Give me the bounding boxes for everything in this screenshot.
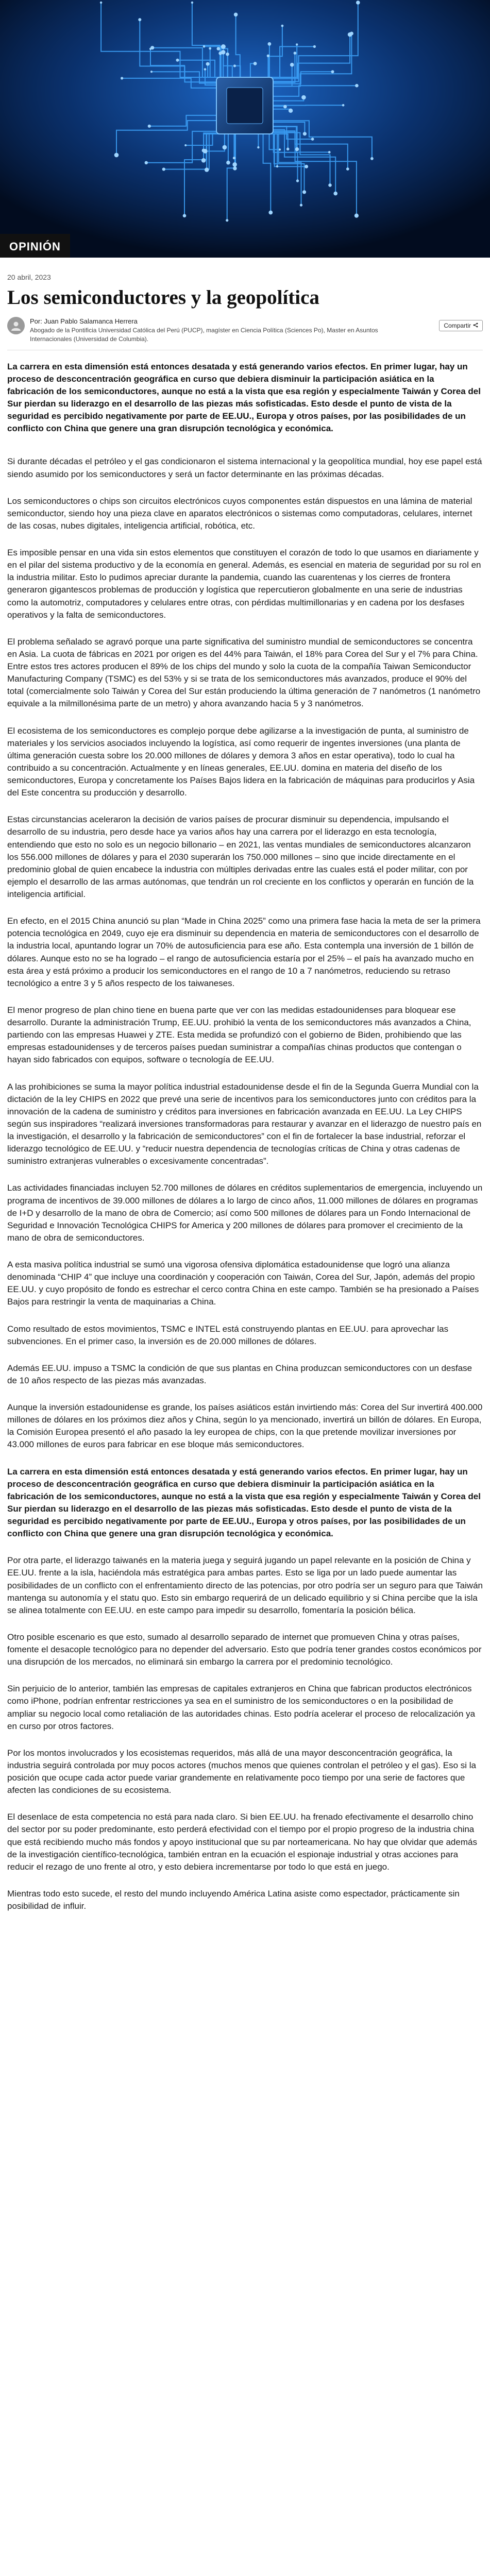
article-paragraph: Es imposible pensar en una vida sin estos elementos que constituyen el corazón de todo lo que usamos en diariamente y en el pilar del sistema productivo y de la economía en general. Además, es esencial en materia de seguridad por su rol en la industria militar. Esto lo pudimos apreciar durante la pandemia, cuando las cuarentenas y los cierres de frontera generaron gigantescos problemas de producción y logística que repercutieron globalmente en una serie de industrias como la automotriz, computadores y celulares entre otras, con pérdidas multimillonarias y en cadena por los desfases operativos y la falta de semiconductores. [7,548,481,620]
article-paragraph: A esta masiva política industrial se sumó una vigorosa ofensiva diplomática estadounidense que logró una alianza denominada “CHIP 4” que incluye una coordinación y cooperación con Taiwán, Corea del Sur, Japón, además del propio EE.UU. y cuyo propósito de fondo es estrechar el cerco contra China en este campo. También se ha presionado a Países Bajos para restringir la venta de maquinarias a China. [7,1260,479,1307]
share-icon [473,322,478,329]
user-icon [7,317,25,334]
article-paragraph: Aunque la inversión estadounidense es grande, los países asiáticos están invirtiendo más: Corea del Sur invertirá 400.000 millones de dólares en los próximos diez años y China, según lo ya mencionado, invertirá un billón de dólares. En Europa, la Comisión Europea presentó el año pasado la ley europea de chips, con la que pretende movilizar inversiones por 43.000 millones de euros para fabricar en ese bloque más semiconductores. [7,1402,483,1450]
article-paragraph: Como resultado de estos movimientos, TSMC e INTEL está construyendo plantas en EE.UU. para aprovechar las subvenciones. En el primer caso, la inversión es de 20.000 millones de dólares. [7,1324,449,1346]
article-paragraph: A las prohibiciones se suma la mayor política industrial estadounidense desde el fin de la Segunda Guerra Mundial con la dictación de la ley CHIPS en 2022 que prevé una serie de incentivos para los semiconductores junto con créditos para la innovación de la cadena de suministro y créditos para inversiones en fabricación avanzada en EE.UU. La Ley CHIPS según sus inspiradores “realizará inversiones transformadoras para restaurar y avanzar en el liderazgo de nuestro país en la investigación, el desarrollo y la fabricación de semiconductores” con el fin de fortalecer la base industrial, reforzar el liderazgo tecnológico de EE.UU. y “reducir nuestra dependencia de tecnologías críticas de China y otras cadenas de suministro extranjeras vulnerables o excesivamente concentradas”. [7,1081,482,1166]
article-paragraph: Además EE.UU. impuso a TSMC la condición de que sus plantas en China produzcan semiconductores con un desfase de 10 años respecto de las piezas más avanzadas. [7,1363,472,1385]
article-paragraph: El desenlace de esta competencia no está para nada claro. Si bien EE.UU. ha frenado efectivamente el desarrollo chino del sector por su poder predominante, esto perderá efectividad con el tiempo por el propio progreso de la industria china que está recibiendo mucho más fondos y apoyo institucional que su par norteamericana. No hay que olvidar que además de la investigación científico-tecnológica, también entran en la ecuación el espionaje industrial y otras acciones para reducir el rezago de uno frente al otro, y esto debiera incrementarse por todo lo que está en juego. [7,1812,477,1872]
article-paragraph: Si durante décadas el petróleo y el gas condicionaron el sistema internacional y la geopolítica mundial, hoy ese papel está siendo asumido por los semiconductores y será un factor determinante en las próximas décadas. [7,456,482,479]
article-paragraph: Por los montos involucrados y los ecosistemas requeridos, más allá de una mayor desconcentración geográfica, la industria seguirá controlada por muy pocos actores (muchos menos que quienes controlan el petróleo y el gas). Eso si la posición que ocupe cada actor puede variar grandemente en relativamente poco tiempo por una serie de factores que afecten las condiciones de su ecosistema. [7,1748,476,1795]
article-paragraph: La carrera en esta dimensión está entonces desatada y está generando varios efectos. En primer lugar, hay un proceso de desconcentración geográfica en curso que debiera disminuir la participación asiática en la fabricación de los semiconductores, aunque no está a la vista que esa región y especialmente Taiwán y Corea del Sur pierdan su liderazgo en el desarrollo de las piezas más sofisticadas. Esto desde el punto de vista de la seguridad es percibido negativamente por parte de EE.UU., Europa y otros países, por las posibilidades de un conflicto con China que genere una gran disrupción tecnológica y económica. [7,1466,481,1539]
article-paragraph: Otro posible escenario es que esto, sumado al desarrollo separado de internet que promueven China y otras países, fomente el desacople tecnológico para no depender del adversario. Esto que podría tener grandes costos económicos por una disrupción de los mercados, no eliminará sin embargo la carrera por el predominio tecnológico. [7,1632,482,1667]
article-paragraph: El problema señalado se agravó porque una parte significativa del suministro mundial de semiconductores se concentra en Asia. La cuota de fábricas en 2021 por origen es del 44% para Taiwán, el 18% para Corea del Sur y el 7% para China. Entre estos tres actores producen el 89% de los chips del mundo y solo la cuota de la compañía Taiwan Semiconductor Manufacturing Company (TSMC) es del 53% y si se trata de los semiconductores más avanzados, produce el 90% del total (comercialmente solo Taiwán y Corea del Sur están produciendo la última generación de 7 nanómetros (1 nanómetro equivale a la milmillonésima parte de un metro) y ahora avanzando hacia 5 y 3 nanómetros. [7,636,481,709]
author-name: Por: Juan Pablo Salamanca Herrera [30,317,138,325]
article-paragraph: El ecosistema de los semiconductores es complejo porque debe agilizarse a la investigación de punta, al suministro de materiales y los servicios asociados incluyendo la logística, así como requerir de ingentes inversiones (una planta de última generación cuesta sobre los 20.000 millones de dólares y demora 3 años en estar operativa), todo lo cual ha contribuido a su concentración. Actualmente y en líneas generales, EE.UU. domina en materia del diseño de los semiconductores, Europa y concretamente los Países Bajos lidera en la fabricación de máquinas para producirlos y Asia del Este concentra su producción y desarrollo. [7,725,475,798]
article [0,258,490,1947]
section-badge: OPINIÓN [0,234,70,258]
author-bio: Abogado de la Pontificia Universidad Católica del Perú (PUCP), magíster en Ciencia Política (Sciences Po), Master en Asuntos Internacionales (Universidad de Columbia). [30,327,378,343]
article-paragraph: Sin perjuicio de lo anterior, también las empresas de capitales extranjeros en China que fabrican productos electrónicos como iPhone, podrían enfrentar restricciones ya sea en el suministro de los semiconductores o en la posibilidad de ampliar su negocio local como retaliación de las autoridades chinas. Esto podría acelerar el proceso de relocalización ya en curso por otros factores. [7,1684,476,1731]
article-paragraph: En efecto, en el 2015 China anunció su plan “Made in China 2025” como una primera fase hacia la meta de ser la primera potencia tecnológica en 2049, cuyo eje era disminuir su dependencia en materia de semiconductores con el desarrollo de la industria local, apuntando lograr un 70% de autosuficiencia para ese año. Esta contempla una inversión de 1 billón de dólares. Aunque esto no se ha logrado – el rango de autosuficiencia estaría por el 25% – el país ha avanzado mucho en esta área y está próximo a producir los semiconductores en el rango de 10 a 7 nanómetros, reduciendo su retraso tecnológico a entre 3 y 5 años respecto de los taiwaneses. [7,916,481,988]
article-paragraph: El menor progreso de plan chino tiene en buena parte que ver con las medidas estadounidenses para bloquear ese desarrollo. Durante la administración Trump, EE.UU. prohibió la venta de los semiconductores más avanzados a China, partiendo con las empresas Huawei y ZTE. Esta medida se profundizó con el gobierno de Biden, prohibiendo que las empresas estadounidenses y de terceros países puedan suministrar a compañías chinas productos que contengan o hayan sido fabricados con equipos, software o tecnología de EE.UU. [7,1005,471,1065]
article-paragraph: Las actividades financiadas incluyen 52.700 millones de dólares en créditos suplementarios de emergencia, incluyendo un programa de incentivos de 39.000 millones de dólares a lo largo de cinco años, 11.000 millones de dólares en programas de I+D y desarrollo de la mano de obra de Comercio; así como 500 millones de dólares para un Fondo Internacional de Seguridad e Innovación Tecnológica CHIPS for America y 200 millones de dólares para promover el crecimiento de la mano de obra de semiconductores. [7,1183,483,1243]
article-paragraph: Mientras todo esto sucede, el resto del mundo incluyendo América Latina asiste como espectador, prácticamente sin posibilidad de influir. [7,1888,460,1911]
article-lead: La carrera en esta dimensión está entonces desatada y está generando varios efectos. En primer lugar, hay un proceso de desconcentración geográfica en curso que debiera disminuir la participación asiática en la fabricación de los semiconductores, aunque no está a la vista que esa región y especialmente Taiwán y Corea del Sur pierdan su liderazgo en el desarrollo de las piezas más sofisticadas. Esto desde el punto de vista de la seguridad es percibido negativamente por parte de EE.UU., Europa y otros países, por las posibilidades de un conflicto con China que genere una gran disrupción tecnológica y económica. [7,361,481,434]
article-body [7,455,483,1912]
circuit-board-image [0,0,490,258]
byline [7,317,483,350]
hero-image [0,0,490,258]
share-button[interactable] [439,320,483,331]
article-paragraph: Estas circunstancias aceleraron la decisión de varios países de procurar disminuir su dependencia, impulsando el desarrollo de su industria, pero desde hace ya varios años hay una carrera por el liderazgo en esta tecnología, entendiendo que esto no solo es un negocio billonario – en 2021, las ventas mundiales de semiconductores alcanzaron los 556.000 millones de dólares y para el 2030 superarán los 750.000 millones – sino que incide directamente en el predominio global de quien encabece la industria con múltiples derivadas entre las cuales está el poder militar, con por ejemplo el desarrollo de las armas autónomas, que tendrán un rol creciente en los conflictos y operarán en función de la inteligencia artificial. [7,815,474,899]
share-label: Compartir [444,321,471,329]
article-paragraph: Por otra parte, el liderazgo taiwanés en la materia juega y seguirá jugando un papel relevante en la posición de China y EE.UU. frente a la isla, haciéndola más estratégica para ambas partes. Esto se liga por un lado puede aumentar las posibilidades de un conflicto con el enfrentamiento directo de las potencias, por otro podría ser un seguro para que Taiwán mantenga su autonomía y el statu quo. Esto sin embargo requerirá de un delicado equilibrio y si China percibe que la isla se alinea totalmente con EE.UU. en este campo para impedir su desarrollo, fomentaría la posición bélica. [7,1555,483,1615]
article-paragraph: Los semiconductores o chips son circuitos electrónicos cuyos componentes están dispuestos en una lámina de material semiconductor, siendo hoy una pieza clave en aparatos electrónicos o sistemas como computadoras, celulares, internet de las cosas, nubes digitales, inteligencia artificial, robótica, etc. [7,496,472,531]
article-title: Los semiconductores y la geopolítica [7,286,319,309]
publish-date: 20 abril, 2023 [7,273,51,281]
